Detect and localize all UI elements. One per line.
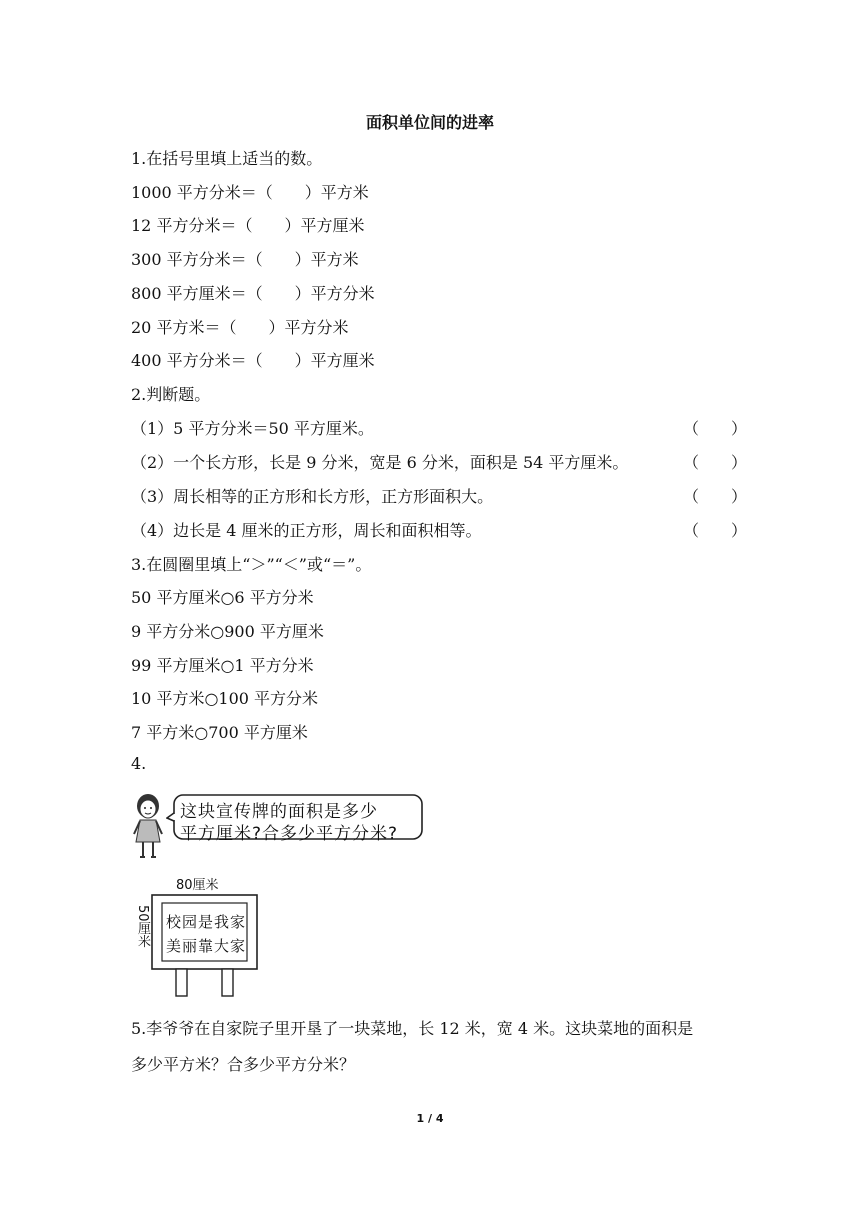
girl-illustration — [126, 790, 170, 862]
compare-item-2: 9 平方分米○900 平方厘米 — [131, 622, 324, 641]
judge-answer-1: （ ） — [683, 419, 748, 438]
section3-heading: 3.在圆圈里填上“＞”“＜”或“＝”。 — [131, 555, 372, 574]
judge-answer-4: （ ） — [683, 521, 748, 540]
judge-item-2: （2）一个长方形，长是 9 分米，宽是 6 分米，面积是 54 平方厘米。 — [131, 453, 629, 472]
fill-item-2: 12 平方分米＝（ ）平方厘米 — [131, 216, 365, 235]
compare-item-1: 50 平方厘米○6 平方分米 — [131, 588, 314, 607]
judge-item-3: （3）周长相等的正方形和长方形，正方形面积大。 — [131, 487, 494, 506]
section2-heading: 2.判断题。 — [131, 385, 211, 404]
section5-line-2: 多少平方米？合多少平方分米？ — [131, 1055, 356, 1074]
compare-item-3: 99 平方厘米○1 平方分米 — [131, 656, 314, 675]
judge-answer-3: （ ） — [683, 487, 748, 506]
fill-item-1: 1000 平方分米＝（ ）平方米 — [131, 183, 369, 202]
board-text-line-1: 校园是我家 — [166, 913, 247, 931]
fill-item-3: 300 平方分米＝（ ）平方米 — [131, 250, 359, 269]
speech-line-1: 这块宣传牌的面积是多少 — [180, 802, 378, 822]
page-number: 1 / 4 — [416, 1112, 444, 1125]
page-title: 面积单位间的进率 — [365, 113, 494, 132]
compare-item-5: 7 平方米○700 平方厘米 — [131, 723, 308, 742]
section1-heading: 1.在括号里填上适当的数。 — [131, 149, 323, 168]
speech-line-2: 平方厘米?合多少平方分米? — [180, 824, 399, 844]
fill-item-6: 400 平方分米＝（ ）平方厘米 — [131, 351, 375, 370]
judge-item-1: （1）5 平方分米＝50 平方厘米。 — [131, 419, 374, 438]
board-height-label: 50厘米 — [135, 905, 150, 948]
board-text-line-2: 美丽靠大家 — [166, 937, 247, 955]
judge-item-4: （4）边长是 4 厘米的正方形，周长和面积相等。 — [131, 521, 482, 540]
board-width-label: 80厘米 — [176, 878, 219, 893]
compare-item-4: 10 平方米○100 平方分米 — [131, 689, 319, 708]
fill-item-5: 20 平方米＝（ ）平方分米 — [131, 318, 349, 337]
section5-line-1: 5.李爷爷在自家院子里开垦了一块菜地，长 12 米，宽 4 米。这块菜地的面积是 — [131, 1019, 694, 1038]
fill-item-4: 800 平方厘米＝（ ）平方分米 — [131, 284, 375, 303]
judge-answer-2: （ ） — [683, 453, 748, 472]
section4-heading: 4. — [131, 754, 147, 773]
